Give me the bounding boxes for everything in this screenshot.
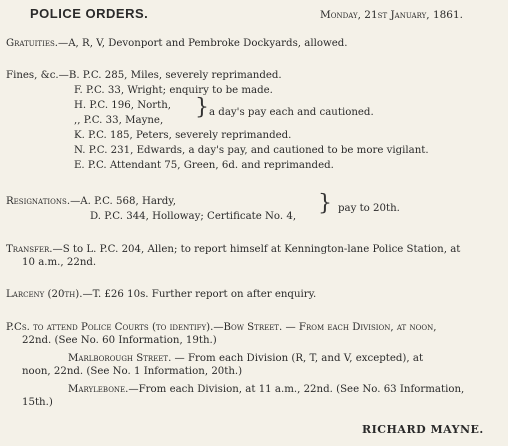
marylebone-entry [68,384,464,396]
police-courts-label: P.Cs. to attend Police Courts (to identify). [6,322,214,333]
signature: RICHARD MAYNE. [362,423,484,436]
marlborough-entry [68,353,423,365]
marylebone-label: Marylebone. [68,384,129,395]
resignations-line: —A. P.C. 568, Hardy, [70,196,176,207]
larceny-label: Larceny (20th). [6,289,83,300]
gratuities-entry [6,38,348,50]
fines-brace-text: a day's pay each and cautioned. [209,107,374,118]
fines-line: F. P.C. 33, Wright; enquiry to be made. [74,85,273,96]
transfer-text: —S to L. P.C. 204, Allen; to report himself at Kennington-lane Police Station, at [52,244,461,255]
fines-line: —B. P.C. 285, Miles, severely reprimanded. [58,70,282,81]
fines-line: N. P.C. 231, Edwards, a day's pay, and cautioned to be more vigilant. [74,145,429,156]
larceny-text: —T. £26 10s. Further report on after enquiry. [82,289,317,300]
fines-line: ,, P.C. 33, Mayne, [74,115,164,126]
fines-line: K. P.C. 185, Peters, severely reprimanded. [74,130,292,141]
bow-street-text: —Bow Street. — From each Division, at noon, [213,322,437,333]
fines-entry [6,70,282,82]
gratuities-text: —A, R, V, Devonport and Pembroke Dockyards, allowed. [58,38,348,49]
larceny-entry [6,289,316,301]
resignations-brace-text: pay to 20th. [338,203,400,214]
brace-symbol: } [195,95,209,120]
transfer-text-continued: 10 a.m., 22nd. [22,257,97,268]
fines-label: Fines, &c. [6,70,59,81]
brace-symbol: } [318,191,332,216]
page-title: POLICE ORDERS. [30,6,149,21]
marlborough-label: Marlborough Street. [68,353,172,364]
marylebone-text: —From each Division, at 11 a.m., 22nd. (See No. 63 Information, [128,384,465,395]
page-date: Monday, 21st January, 1861. [320,9,463,21]
marylebone-text-continued: 15th.) [22,397,53,408]
transfer-entry [6,244,460,256]
resignations-label: Resignations. [6,196,71,207]
gratuities-label: Gratuities. [6,38,58,49]
marlborough-text-continued: noon, 22nd. (See No. 1 Information, 20th.) [22,366,243,377]
transfer-label: Transfer. [6,244,53,255]
resignations-line: D. P.C. 344, Holloway; Certificate No. 4, [90,211,297,222]
marlborough-text: — From each Division (R, T, and V, excepted), at [171,353,424,364]
bow-street-text-continued: 22nd. (See No. 60 Information, 19th.) [22,335,217,346]
resignations-entry [6,196,176,208]
fines-line: E. P.C. Attendant 75, Green, 6d. and reprimanded. [74,160,334,171]
police-courts-entry [6,322,436,334]
fines-line: H. P.C. 196, North, [74,100,172,111]
